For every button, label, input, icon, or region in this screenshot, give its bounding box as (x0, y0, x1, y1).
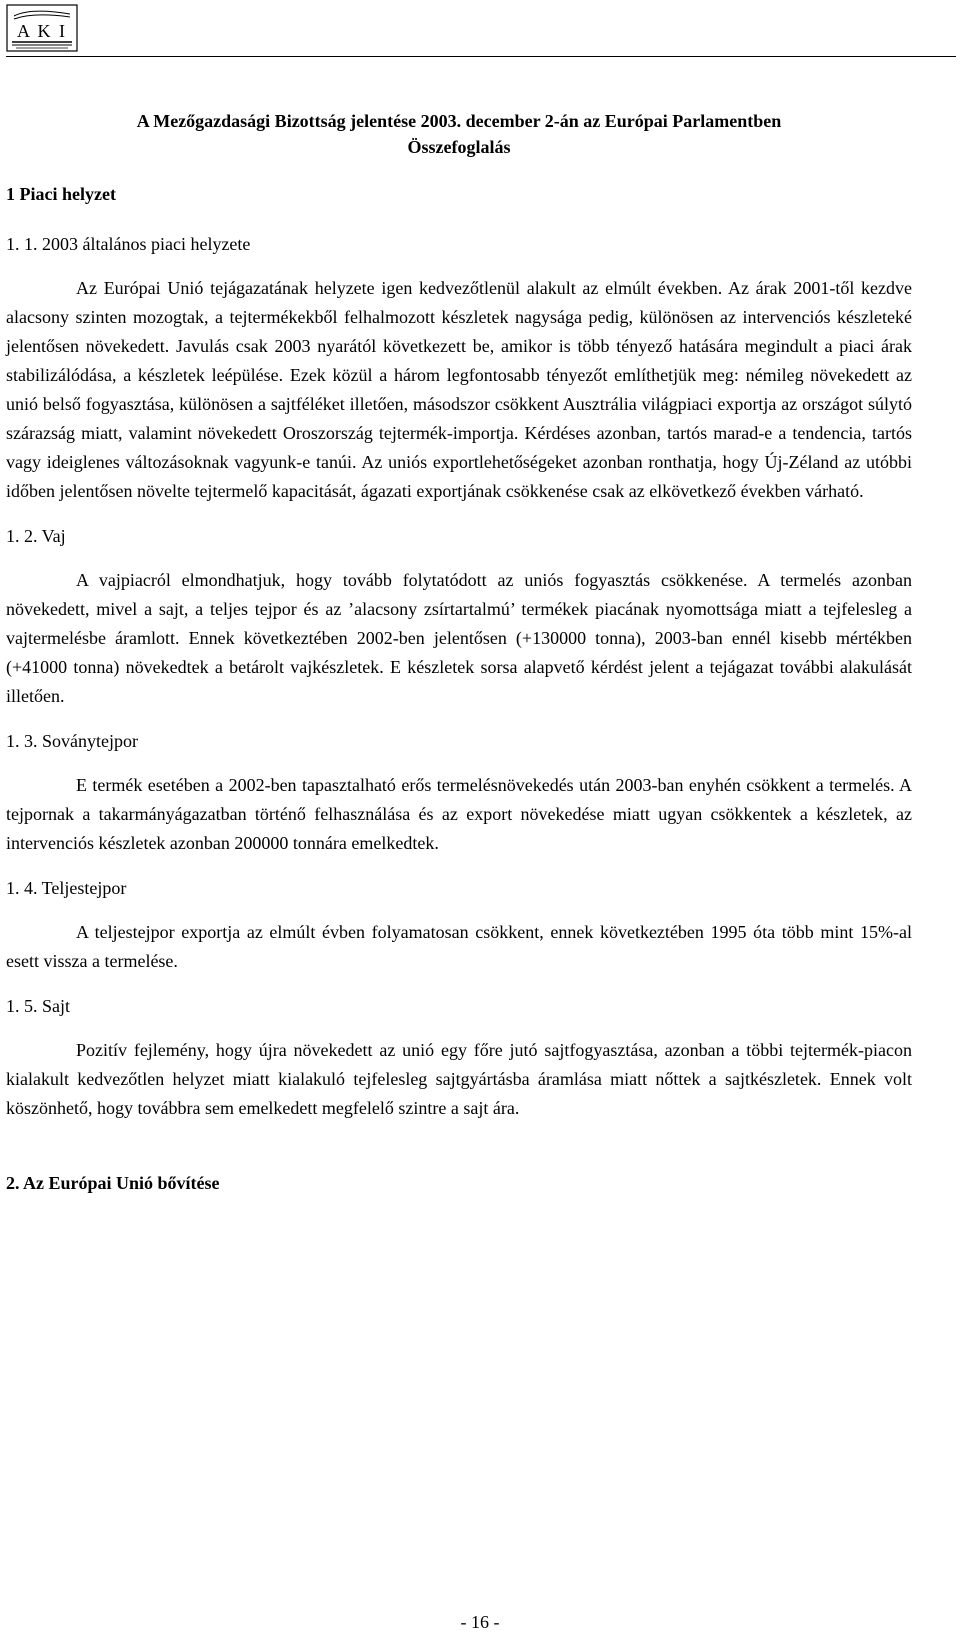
subsection-paragraph: A teljestejpor exportja az elmúlt évben folyamatosan csökkent, ennek következtében 1995 óta több mint 15%-al esett vissza a termelése. (6, 922, 912, 971)
page-header (6, 4, 956, 56)
subsection-paragraph: Pozitív fejlemény, hogy újra növekedett az unió egy főre jutó sajtfogyasztása, azonban a többi tejtermék-piacon kialakult kedvezőtlen helyzet miatt kialakuló tejfelesleg sajtgyártásba áramlása miatt nőttek a sajtkészletek. Ennek volt köszönhető, hogy továbbra sem emelkedett megfelelő szintre a sajt ára. (6, 1040, 912, 1118)
logo-text: A K I (17, 21, 67, 41)
subsection-paragraph: Az Európai Unió tejágazatának helyzete igen kedvezőtlenül alakult az elmúlt években. Az árak 2001-től kezdve alacsony szinten mozogtak, a tejtermékekből felhalmozott készletek nagysága pedig, különösen az intervenciós készleteké jelentősen növekedett. Javulás csak 2003 nyarától következett be, amikor is több tényező hatására megindult a piaci árak stabilizálódása, a készletek leépülése. Ezek közül a három legfontosabb tényezőt említhetjük meg: némileg növekedett az unió belső fogyasztása, különösen a sajtféléket illetően, másodszor csökkent Ausztrália világpiaci exportja az országot súlytó szárazság miatt, valamint növekedett Oroszország tejtermék-importja. Kérdéses azonban, tartós marad-e a tendencia, tartós vagy ideiglenes változásoknak vagyunk-e tanúi. Az uniós exportlehetőségeket azonban ronthatja, hogy Új-Zéland az utóbbi időben jelentősen növelte tejtermelő kapacitását, ágazati exportjának csökkenése csak az elkövetkező években várható. (6, 278, 912, 501)
subsection-heading: 1. 4. Teljestejpor (6, 878, 127, 898)
document-subtitle: Összefoglalás (407, 137, 511, 157)
document-body (6, 108, 912, 1203)
document-title: A Mezőgazdasági Bizottság jelentése 2003. december 2-án az Európai Parlamentben (136, 111, 782, 131)
subsection-paragraph: A vajpiacról elmondhatjuk, hogy tovább folytatódott az uniós fogyasztás csökkenése. A termelés azonban növekedett, mivel a sajt, a teljes tejpor és az ’alacsony zsírtartalmú’ termékek piacának nyomottsága miatt a tejfelesleg a vajtermelésbe áramlott. Ennek következtében 2002-ben jelentősen (+130000 tonna), 2003-ban ennél kisebb mértékben (+41000 tonna) növekedtek a betárolt vajkészletek. E készletek sorsa alapvető kérdést jelent a tejágazat további alakulását illetően. (6, 570, 912, 706)
aki-logo (6, 4, 78, 52)
subsection-heading: 1. 1. 2003 általános piaci helyzete (6, 234, 251, 254)
page-number: - 16 - (460, 1612, 500, 1632)
subsection-paragraph: E termék esetében a 2002-ben tapasztalható erős termelésnövekedés után 2003-ban enyhén csökkent a termelés. A tejpornak a takarmányágazatban történő felhasználása és az export növekedése miatt ugyan csökkentek a készletek, az intervenciós készletek azonban 200000 tonnára emelkedtek. (6, 775, 912, 853)
header-divider (6, 56, 956, 57)
subsection-heading: 1. 5. Sajt (6, 996, 71, 1016)
section-heading-enlargement: 2. Az Európai Unió bővítése (6, 1173, 220, 1193)
subsection-heading: 1. 2. Vaj (6, 526, 66, 546)
subsection-heading: 1. 3. Soványtejpor (6, 731, 138, 751)
section-heading-market: 1 Piaci helyzet (6, 184, 116, 204)
